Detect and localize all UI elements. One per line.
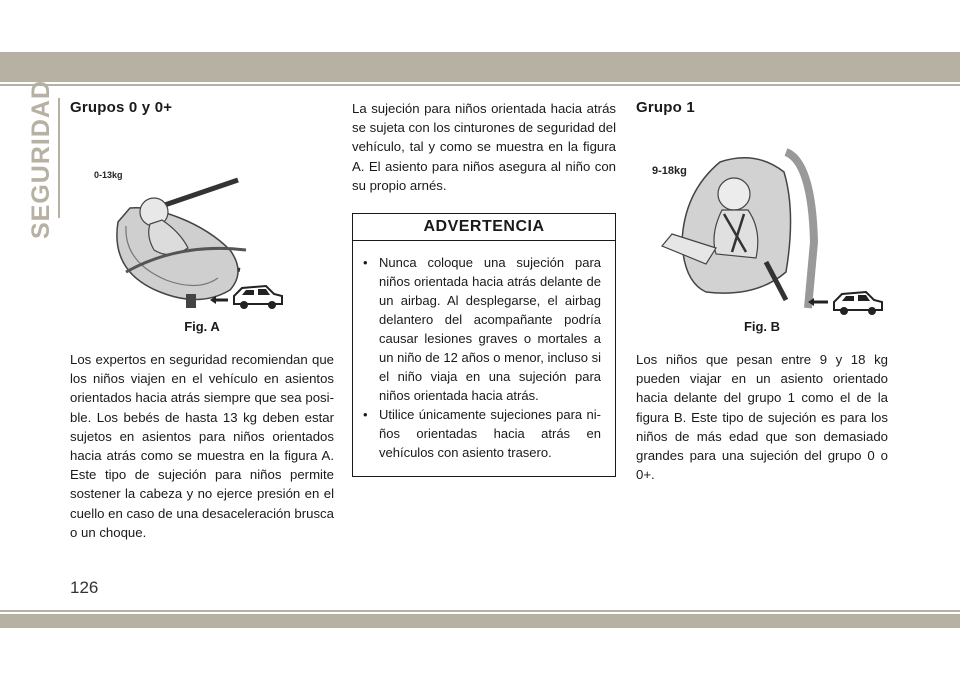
header-rule xyxy=(0,84,960,86)
figure-a-weight-label: 0-13kg xyxy=(94,170,123,180)
warning-title: ADVERTENCIA xyxy=(353,214,615,241)
column-2 xyxy=(352,99,616,477)
warning-item xyxy=(363,405,601,462)
footer-rule xyxy=(0,610,960,612)
car-icon xyxy=(234,286,282,309)
rear-facing-seat-illustration xyxy=(70,122,334,318)
page-number: 126 xyxy=(70,578,99,597)
warning-list xyxy=(353,253,615,462)
section-tab-rule xyxy=(58,98,60,218)
heading-grupo-1: Grupo 1 xyxy=(636,99,695,116)
header-band xyxy=(0,52,960,82)
warning-item xyxy=(363,253,601,405)
figure-a-caption: Fig. A xyxy=(184,319,220,334)
warning-item-text: Utilice únicamente sujeciones para niños orientadas hacia atrás en vehículos con asiento trasero. xyxy=(379,407,601,461)
warning-box xyxy=(352,213,616,477)
column-1 xyxy=(70,98,334,542)
section-tab-label: SEGURIDAD xyxy=(26,79,55,239)
paragraph-rear-facing: La sujeción para niños orientada hacia atrás se sujeta con los cinturones de seguridad del vehículo, tal y como se muestra en la figura A. El asiento para niños asegura al niño con su propio arnés. xyxy=(352,101,616,193)
figure-a xyxy=(70,122,334,318)
bullet: • xyxy=(363,255,368,271)
car-icon xyxy=(834,292,882,315)
figure-b-weight-label: 9-18kg xyxy=(652,165,687,177)
figure-b xyxy=(636,122,888,318)
footer-band xyxy=(0,614,960,628)
paragraph-grupo-1: Los niños que pesan entre 9 y 18 kg pueden viajar en un asiento orientado hacia delante del grupo 1 como el de la figura B. Este tipo de sujeción es para los niños de más edad que son demasiado grandes para una sujeción del grupo 0 o 0+. xyxy=(636,352,888,483)
section-tab xyxy=(22,79,60,239)
bullet: • xyxy=(363,407,368,423)
figure-b-caption: Fig. B xyxy=(743,319,781,334)
heading-grupos-0: Grupos 0 y 0+ xyxy=(70,99,173,116)
warning-item-text: Nunca coloque una sujeción para niños orientada hacia atrás delante de un airbag. Al desplegarse, el airbag delantero del acompañante podría causar lesiones graves o mortales a un niño de 12 años o menor, incluso si el niño viaja en una sujeción para niños orientada hacia atrás. xyxy=(379,255,601,404)
paragraph-grupos-0: Los expertos en seguridad recomiendan que los niños viajen en el vehículo en asientos orientados hacia atrás siempre que sea posible. Los bebés de hasta 13 kg deben estar sujetos en asientos para niños orientados hacia atrás como se muestra en la figura A. Este tipo de sujeción para niños permite sostener la cabeza y no ejerce presión en el cuello en caso de una desaceleración brusca o un choque. xyxy=(70,352,334,540)
forward-facing-seat-illustration xyxy=(636,122,888,318)
column-3 xyxy=(636,98,888,484)
